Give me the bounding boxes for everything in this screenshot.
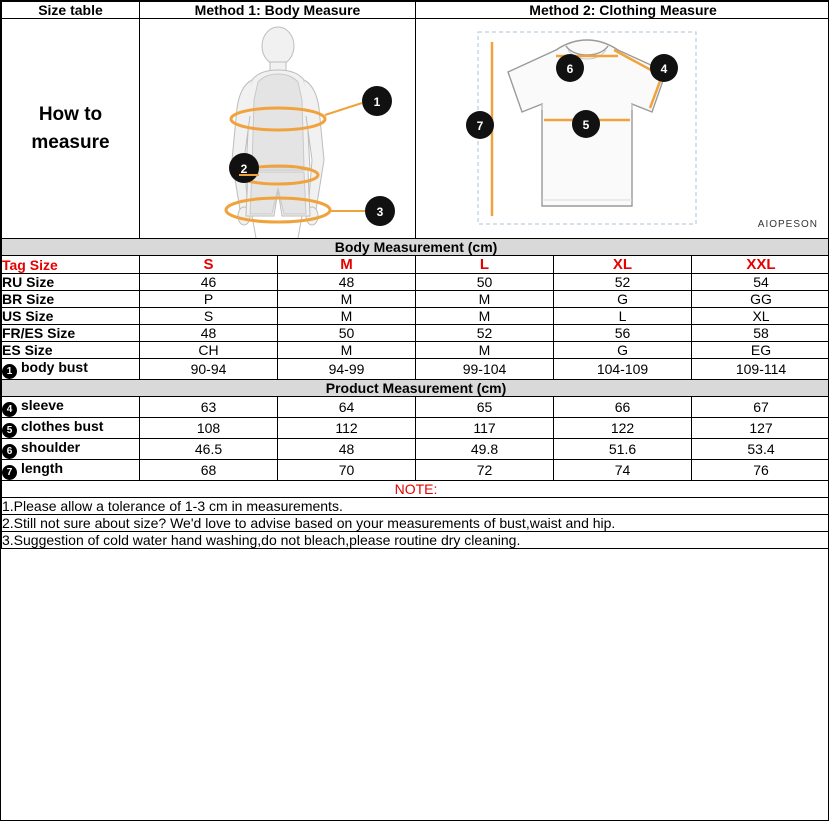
- cell-es-xl: G: [554, 342, 692, 359]
- cell-bodybust-l: 99-104: [416, 359, 554, 380]
- cell-length-xxl: 76: [692, 460, 829, 481]
- body-measurement-title: Body Measurement (cm): [2, 239, 829, 256]
- svg-text:7: 7: [476, 118, 484, 133]
- marker-7-icon: 7: [2, 465, 17, 480]
- howto-cell: [2, 19, 140, 239]
- svg-text:4: 4: [660, 61, 668, 76]
- cell-length-m: 70: [278, 460, 416, 481]
- cell-br-s: P: [140, 291, 278, 308]
- table-row: [2, 325, 829, 342]
- cell-fres-xxl: 58: [692, 325, 829, 342]
- cell-fres-s: 48: [140, 325, 278, 342]
- note-line-2: 2.Still not sure about size? We'd love to advise based on your measurements of bust,waist and hip.: [2, 515, 829, 532]
- product-measurement-banner-row: [2, 380, 829, 397]
- note-row: [2, 515, 829, 532]
- cell-clothesbust-xl: 122: [554, 418, 692, 439]
- product-measurement-title: Product Measurement (cm): [2, 380, 829, 397]
- cell-length-l: 72: [416, 460, 554, 481]
- note-line-3: 3.Suggestion of cold water hand washing,do not bleach,please routine dry cleaning.: [2, 532, 829, 549]
- row-label-sleeve-text: sleeve: [21, 397, 64, 413]
- body-measure-illustration: [140, 19, 416, 239]
- cell-sleeve-xxl: 67: [692, 397, 829, 418]
- row-label-length: [2, 460, 140, 481]
- cell-ru-s: 46: [140, 274, 278, 291]
- cell-clothesbust-l: 117: [416, 418, 554, 439]
- cell-es-xxl: EG: [692, 342, 829, 359]
- cell-us-l: M: [416, 308, 554, 325]
- column-header-l: L: [416, 256, 554, 274]
- cell-br-l: M: [416, 291, 554, 308]
- cell-shoulder-xl: 51.6: [554, 439, 692, 460]
- clothing-measure-illustration: [416, 19, 829, 239]
- cell-br-xxl: GG: [692, 291, 829, 308]
- column-header-s: S: [140, 256, 278, 274]
- tshirt-figure-svg: [416, 20, 826, 238]
- cell-es-l: M: [416, 342, 554, 359]
- cell-length-s: 68: [140, 460, 278, 481]
- cell-clothesbust-xxl: 127: [692, 418, 829, 439]
- cell-bodybust-xxl: 109-114: [692, 359, 829, 380]
- cell-shoulder-xxl: 53.4: [692, 439, 829, 460]
- cell-us-xl: L: [554, 308, 692, 325]
- row-label-body-bust-text: body bust: [21, 359, 88, 375]
- cell-br-m: M: [278, 291, 416, 308]
- row-label-shoulder-text: shoulder: [21, 439, 81, 455]
- cell-us-s: S: [140, 308, 278, 325]
- row-label-sleeve: [2, 397, 140, 418]
- note-row: [2, 498, 829, 515]
- cell-br-xl: G: [554, 291, 692, 308]
- note-line-1: 1.Please allow a tolerance of 1-3 cm in measurements.: [2, 498, 829, 515]
- svg-text:1: 1: [373, 94, 381, 109]
- row-label-clothes-bust: [2, 418, 140, 439]
- cell-us-m: M: [278, 308, 416, 325]
- cell-fres-m: 50: [278, 325, 416, 342]
- column-header-row: [2, 256, 829, 274]
- note-title: NOTE:: [2, 481, 829, 498]
- marker-4-icon: 4: [2, 402, 17, 417]
- row-label-fres-size: FR/ES Size: [2, 325, 140, 342]
- cell-clothesbust-m: 112: [278, 418, 416, 439]
- cell-fres-l: 52: [416, 325, 554, 342]
- table-row: [2, 308, 829, 325]
- cell-clothesbust-s: 108: [140, 418, 278, 439]
- table-row: [2, 274, 829, 291]
- row-label-length-text: length: [21, 460, 63, 476]
- row-label-es-size: ES Size: [2, 342, 140, 359]
- cell-fres-xl: 56: [554, 325, 692, 342]
- body-measurement-banner-row: [2, 239, 829, 256]
- svg-text:3: 3: [376, 204, 384, 219]
- table-row: [2, 342, 829, 359]
- table-row: [2, 439, 829, 460]
- cell-sleeve-s: 63: [140, 397, 278, 418]
- note-title-row: [2, 481, 829, 498]
- cell-sleeve-xl: 66: [554, 397, 692, 418]
- method1-header: Method 1: Body Measure: [140, 2, 416, 19]
- cell-bodybust-s: 90-94: [140, 359, 278, 380]
- howto-text: [2, 101, 139, 156]
- column-header-tag-size: Tag Size: [2, 256, 140, 274]
- table-row: [2, 418, 829, 439]
- cell-sleeve-m: 64: [278, 397, 416, 418]
- marker-1-icon: 1: [2, 364, 17, 379]
- howto-line2: measure: [31, 131, 110, 153]
- svg-text:6: 6: [566, 61, 574, 76]
- cell-shoulder-m: 48: [278, 439, 416, 460]
- howto-line1: How to: [38, 103, 103, 125]
- marker-6-icon: 6: [2, 444, 17, 459]
- row-label-clothes-bust-text: clothes bust: [21, 418, 104, 434]
- table-row: [2, 397, 829, 418]
- cell-sleeve-l: 65: [416, 397, 554, 418]
- column-header-xl: XL: [554, 256, 692, 274]
- svg-text:5: 5: [582, 117, 590, 132]
- cell-length-xl: 74: [554, 460, 692, 481]
- illustration-row: [2, 19, 829, 239]
- cell-ru-m: 48: [278, 274, 416, 291]
- cell-ru-l: 50: [416, 274, 554, 291]
- table-row: [2, 460, 829, 481]
- row-label-body-bust: [2, 359, 140, 380]
- row-label-br-size: BR Size: [2, 291, 140, 308]
- cell-shoulder-s: 46.5: [140, 439, 278, 460]
- illustration-header-row: [2, 2, 829, 19]
- column-header-xxl: XXL: [692, 256, 829, 274]
- table-row: [2, 291, 829, 308]
- cell-ru-xl: 52: [554, 274, 692, 291]
- size-table-header: Size table: [2, 2, 140, 19]
- size-chart-table: [1, 1, 829, 549]
- cell-ru-xxl: 54: [692, 274, 829, 291]
- row-label-us-size: US Size: [2, 308, 140, 325]
- row-label-shoulder: [2, 439, 140, 460]
- cell-shoulder-l: 49.8: [416, 439, 554, 460]
- cell-bodybust-m: 94-99: [278, 359, 416, 380]
- svg-text:2: 2: [240, 161, 248, 176]
- cell-es-s: CH: [140, 342, 278, 359]
- method2-header: Method 2: Clothing Measure: [416, 2, 829, 19]
- note-row: [2, 532, 829, 549]
- brand-watermark: AIOPESON: [757, 219, 819, 230]
- row-label-ru-size: RU Size: [2, 274, 140, 291]
- cell-bodybust-xl: 104-109: [554, 359, 692, 380]
- body-figure-svg: [140, 20, 416, 238]
- table-row: [2, 359, 829, 380]
- cell-es-m: M: [278, 342, 416, 359]
- cell-us-xxl: XL: [692, 308, 829, 325]
- column-header-m: M: [278, 256, 416, 274]
- marker-5-icon: 5: [2, 423, 17, 438]
